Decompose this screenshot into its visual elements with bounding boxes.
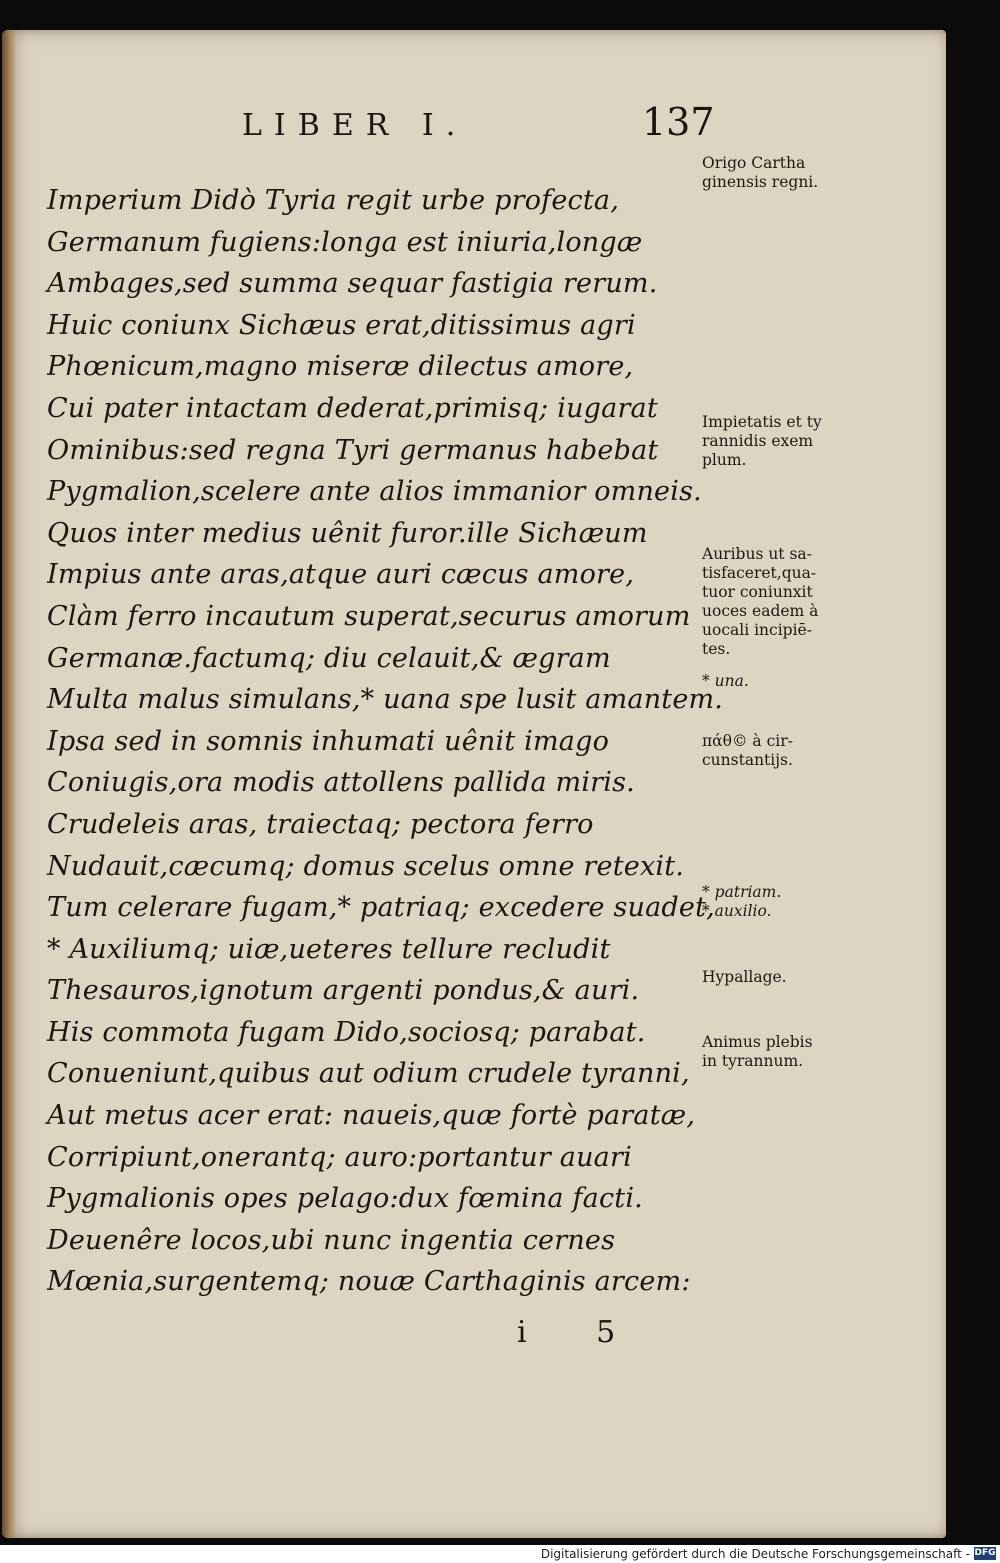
verse-line: Ambages,sed summa sequar fastigia rerum. bbox=[47, 268, 658, 300]
dfg-logo-icon: DFG bbox=[974, 1548, 996, 1558]
verse-block bbox=[47, 180, 723, 1303]
verse-line: Quos inter medius uênit furor.ille Sichæum bbox=[47, 517, 648, 549]
verse-line: Crudeleis aras, traiectaq; pectora ferro bbox=[47, 808, 594, 840]
verse-line: His commota fugam Dido,sociosq; parabat. bbox=[47, 1016, 646, 1048]
verse-line: * Auxiliumq; uiæ,ueteres tellure recludit bbox=[47, 933, 611, 965]
side-note-una: * una. bbox=[702, 672, 749, 690]
side-note-impiety: Impietatis et ty rannidis exem plum. bbox=[702, 413, 822, 469]
page-spine-shadow bbox=[2, 30, 16, 1538]
verse-line: Conueniunt,quibus aut odium crudele tyranni, bbox=[47, 1058, 690, 1090]
verse-line: Germanum fugiens:longa est iniuria,longæ bbox=[47, 226, 643, 258]
verse-line: Clàm ferro incautum superat,securus amorum bbox=[47, 600, 691, 632]
verse-line: Impius ante aras,atque auri cæcus amore, bbox=[47, 559, 635, 591]
footer-credit: Digitalisierung gefördert durch die Deutsche Forschungsgemeinschaft - bbox=[540, 1547, 970, 1561]
verse-line: Imperium Didò Tyria regit urbe profecta, bbox=[47, 185, 619, 216]
signature-mark: i 5 bbox=[517, 1315, 646, 1350]
verse-line: Multa malus simulans,* uana spe lusit amantem. bbox=[47, 684, 724, 716]
verse-line: Aut metus acer erat: naueis,quæ fortè paratæ, bbox=[47, 1100, 696, 1132]
page-number: 137 bbox=[642, 100, 715, 144]
verse-line: Ominibus:sed regna Tyri germanus habebat bbox=[47, 434, 659, 466]
side-note-sound: Auribus ut sa- tisfaceret,qua- tuor coniunxit uoces eadem à uocali incipiē- tes. bbox=[702, 545, 819, 658]
verse-line: Pygmalion,scelere ante alios immanior omneis. bbox=[47, 476, 702, 508]
verse-line: Mœnia,surgentemq; nouæ Carthaginis arcem: bbox=[47, 1266, 691, 1298]
book-page bbox=[2, 30, 946, 1538]
verse-line: Phœnicum,magno miseræ dilectus amore, bbox=[47, 351, 634, 383]
running-head: LIBER I. bbox=[242, 108, 468, 143]
verse-line: Deuenêre locos,ubi nunc ingentia cernes bbox=[47, 1224, 616, 1256]
verse-line: Pygmalionis opes pelago:dux fœmina facti. bbox=[47, 1183, 643, 1215]
verse-line: Tum celerare fugam,* patriaq; excedere suadet, bbox=[47, 892, 715, 924]
verse-line: Coniugis,ora modis attollens pallida miris. bbox=[47, 767, 635, 799]
verse-line: Corripiunt,onerantq; auro:portantur auari bbox=[47, 1141, 632, 1173]
verse-line: Huic coniunx Sichæus erat,ditissimus agri bbox=[47, 309, 636, 341]
verse-line: Cui pater intactam dederat,primisq; iugarat bbox=[47, 392, 658, 424]
side-note-variants: * patriam. * auxilio. bbox=[702, 883, 782, 920]
verse-line: Germanæ.factumq; diu celauit,& ægram bbox=[47, 642, 611, 674]
verse-line: Ipsa sed in somnis inhumati uênit imago bbox=[47, 725, 610, 757]
verse-line: Nudauit,cæcumq; domus scelus omne retexit. bbox=[47, 850, 685, 882]
verse-line: Thesauros,ignotum argenti pondus,& auri. bbox=[47, 975, 640, 1007]
side-note-pathos: πάθ© à cir- cunstantijs. bbox=[702, 732, 793, 769]
side-note-plebs: Animus plebis in tyrannum. bbox=[702, 1033, 813, 1070]
side-note-hypallage: Hypallage. bbox=[702, 968, 787, 986]
side-note-origin: Origo Cartha ginensis regni. bbox=[702, 154, 819, 191]
